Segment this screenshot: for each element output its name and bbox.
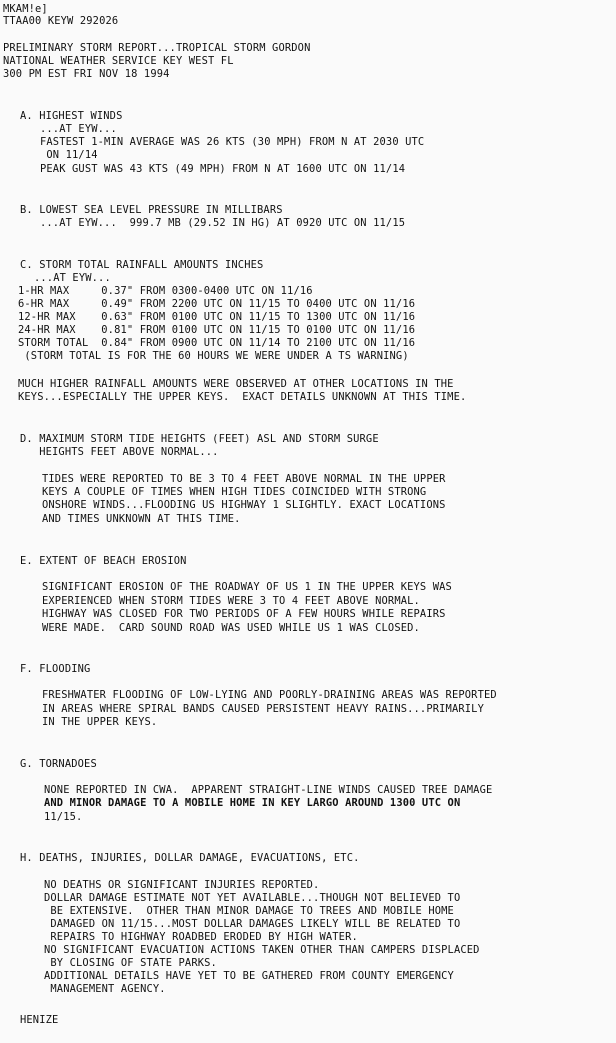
section-g-line: AND MINOR DAMAGE TO A MOBILE HOME IN KEY LARGO AROUND 1300 UTC ON xyxy=(44,797,461,809)
section-h-line: NO SIGNIFICANT EVACUATION ACTIONS TAKEN OTHER THAN CAMPERS DISPLACED xyxy=(44,944,480,956)
section-b-heading: B. LOWEST SEA LEVEL PRESSURE IN MILLIBARS xyxy=(20,204,283,216)
section-c-note: KEYS...ESPECIALLY THE UPPER KEYS. EXACT DETAILS UNKNOWN AT THIS TIME. xyxy=(18,391,467,403)
section-d-heading: D. MAXIMUM STORM TIDE HEIGHTS (FEET) ASL AND STORM SURGE xyxy=(20,433,379,445)
report-title: PRELIMINARY STORM REPORT...TROPICAL STORM GORDON xyxy=(3,42,311,54)
rainfall-row: 6-HR MAX 0.49" FROM 2200 UTC ON 11/15 TO 0400 UTC ON 11/16 xyxy=(18,298,416,310)
section-h-line: DOLLAR DAMAGE ESTIMATE NOT YET AVAILABLE...THOUGH NOT BELIEVED TO xyxy=(44,892,461,904)
section-h-line: MANAGEMENT AGENCY. xyxy=(44,983,166,995)
rainfall-row: STORM TOTAL 0.84" FROM 0900 UTC ON 11/14 TO 2100 UTC ON 11/16 xyxy=(18,337,416,349)
header-code-2: TTAA00 KEYW 292026 xyxy=(3,15,119,27)
signature: HENIZE xyxy=(20,1014,59,1026)
section-h-line: NO DEATHS OR SIGNIFICANT INJURIES REPORTED. xyxy=(44,879,320,891)
section-f-line: IN THE UPPER KEYS. xyxy=(42,716,158,728)
section-d-line: KEYS A COUPLE OF TIMES WHEN HIGH TIDES COINCIDED WITH STRONG xyxy=(42,486,427,498)
section-g-line: NONE REPORTED IN CWA. APPARENT STRAIGHT-LINE WINDS CAUSED TREE DAMAGE xyxy=(44,784,493,796)
section-d-line: ONSHORE WINDS...FLOODING US HIGHWAY 1 SLIGHTLY. EXACT LOCATIONS xyxy=(42,499,446,511)
section-e-line: EXPERIENCED WHEN STORM TIDES WERE 3 TO 4 FEET ABOVE NORMAL. xyxy=(42,595,420,607)
section-f-line: FRESHWATER FLOODING OF LOW-LYING AND POORLY-DRAINING AREAS WAS REPORTED xyxy=(42,689,497,701)
section-a-line: FASTEST 1-MIN AVERAGE WAS 26 KTS (30 MPH) FROM N AT 2030 UTC xyxy=(40,136,425,148)
section-h-line: BY CLOSING OF STATE PARKS. xyxy=(44,957,217,969)
section-d-line: AND TIMES UNKNOWN AT THIS TIME. xyxy=(42,513,241,525)
rainfall-row: 12-HR MAX 0.63" FROM 0100 UTC ON 11/15 TO 1300 UTC ON 11/16 xyxy=(18,311,416,323)
section-a-line: ON 11/14 xyxy=(40,149,98,161)
section-h-line: BE EXTENSIVE. OTHER THAN MINOR DAMAGE TO TREES AND MOBILE HOME xyxy=(44,905,454,917)
section-d-heading: HEIGHTS FEET ABOVE NORMAL... xyxy=(20,446,219,458)
section-c-note: MUCH HIGHER RAINFALL AMOUNTS WERE OBSERVED AT OTHER LOCATIONS IN THE xyxy=(18,378,454,390)
section-d-line: TIDES WERE REPORTED TO BE 3 TO 4 FEET ABOVE NORMAL IN THE UPPER xyxy=(42,473,446,485)
rainfall-note: (STORM TOTAL IS FOR THE 60 HOURS WE WERE UNDER A TS WARNING) xyxy=(18,350,409,362)
section-h-heading: H. DEATHS, INJURIES, DOLLAR DAMAGE, EVACUATIONS, ETC. xyxy=(20,852,360,864)
section-c-location: ...AT EYW... xyxy=(34,272,111,284)
section-e-line: SIGNIFICANT EROSION OF THE ROADWAY OF US 1 IN THE UPPER KEYS WAS xyxy=(42,581,452,593)
section-f-heading: F. FLOODING xyxy=(20,663,91,675)
section-a-heading: A. HIGHEST WINDS xyxy=(20,110,123,122)
section-a-line: ...AT EYW... xyxy=(40,123,117,135)
section-h-line: ADDITIONAL DETAILS HAVE YET TO BE GATHERED FROM COUNTY EMERGENCY xyxy=(44,970,454,982)
header-code-1: MKAM!e] xyxy=(3,3,48,15)
rainfall-row: 24-HR MAX 0.81" FROM 0100 UTC ON 11/15 TO 0100 UTC ON 11/16 xyxy=(18,324,416,336)
section-e-heading: E. EXTENT OF BEACH EROSION xyxy=(20,555,187,567)
section-g-heading: G. TORNADOES xyxy=(20,758,97,770)
section-h-line: REPAIRS TO HIGHWAY ROADBED ERODED BY HIGH WATER. xyxy=(44,931,358,943)
section-b-line: ...AT EYW... 999.7 MB (29.52 IN HG) AT 0920 UTC ON 11/15 xyxy=(40,217,406,229)
section-e-line: WERE MADE. CARD SOUND ROAD WAS USED WHILE US 1 WAS CLOSED. xyxy=(42,622,420,634)
section-e-line: HIGHWAY WAS CLOSED FOR TWO PERIODS OF A FEW HOURS WHILE REPAIRS xyxy=(42,608,446,620)
section-g-line: 11/15. xyxy=(44,811,83,823)
section-c-heading: C. STORM TOTAL RAINFALL AMOUNTS INCHES xyxy=(20,259,264,271)
section-f-line: IN AREAS WHERE SPIRAL BANDS CAUSED PERSISTENT HEAVY RAINS...PRIMARILY xyxy=(42,703,484,715)
issuing-office: NATIONAL WEATHER SERVICE KEY WEST FL xyxy=(3,55,234,67)
rainfall-row: 1-HR MAX 0.37" FROM 0300-0400 UTC ON 11/16 xyxy=(18,285,313,297)
issue-date: 300 PM EST FRI NOV 18 1994 xyxy=(3,68,170,80)
section-h-line: DAMAGED ON 11/15...MOST DOLLAR DAMAGES LIKELY WILL BE RELATED TO xyxy=(44,918,461,930)
section-a-line: PEAK GUST WAS 43 KTS (49 MPH) FROM N AT 1600 UTC ON 11/14 xyxy=(40,163,406,175)
